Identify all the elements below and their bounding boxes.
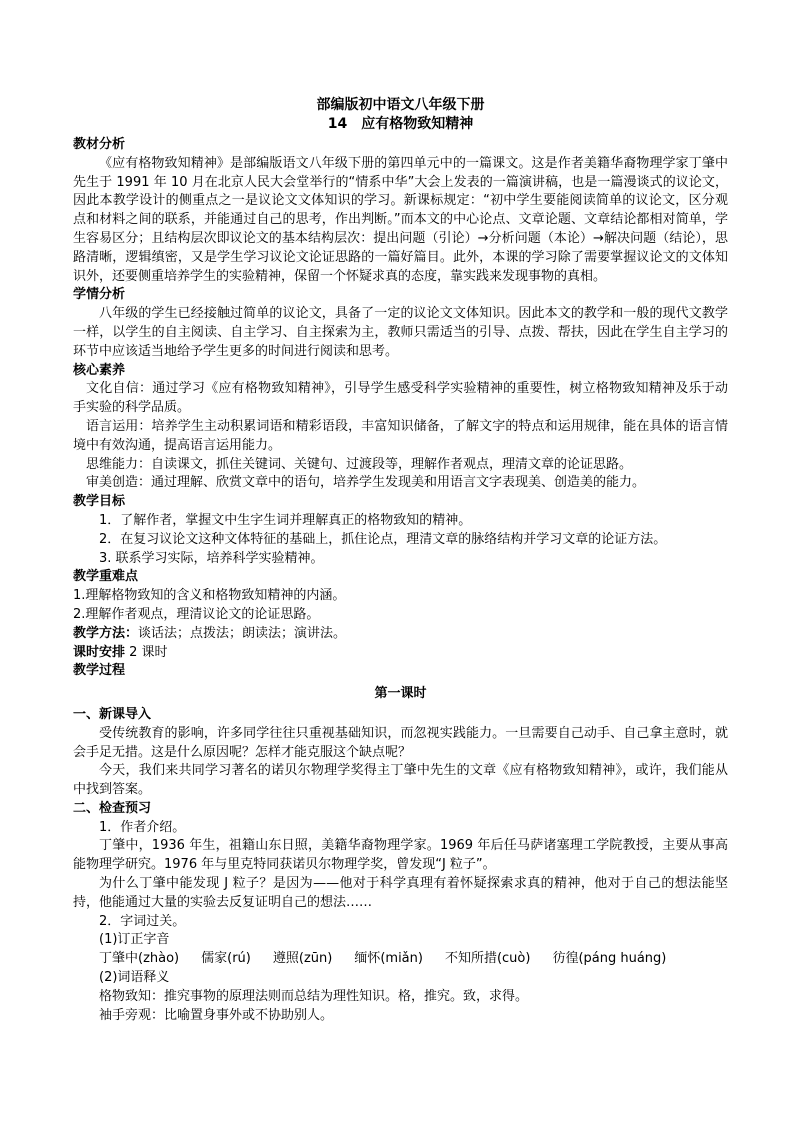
core-item: 文化自信：通过学习《应有格物致知精神》，引导学生感受科学实验精神的重要性，树立格物致知精神及乐于动手实验的科学品质。	[73, 381, 728, 416]
intro-paragraph: 受传统教育的影响，许多同学往往只重视基础知识，而忽视实践能力。一旦需要自己动手、自己拿主意时，就会手足无措。这是什么原因呢？怎样才能克服这个缺点呢？	[73, 725, 728, 760]
material-paragraph: 《应有格物致知精神》是部编版语文八年级下册的第四单元中的一篇课文。这是作者美籍华裔物理学家丁肇中先生于 1991 年 10 月在北京人民大会堂举行的“情系中华”大会上发表的一篇演讲稿，也是一篇漫谈式的议论文，因此本教学设计的侧重点之一是议论文文体知识的学习。新课标规定：“初中学生要能阅读简单的议论文，区分观点和材料之间的联系，并能通过自己的思考，作出判断。”而本文的中心论点、文章论题、文章结论都相对简单，学生容易区分；且结构层次即议论文的基本结构层次：提出问题（引论）→分析问题（本论）→解决问题（结论），思路清晰，逻辑缜密，又是学生学习议论文论证思路的一篇好篇目。此外，本课的学习除了需要掌握议论文的文体知识外，还要侧重培养学生的实验精神，保留一个怀疑求真的态度，靠实践来发现事物的真相。	[73, 155, 728, 284]
goal-item: 2．在复习议论文这种文体特征的基础上，抓住论点，理清文章的脉络结构并学习文章的论证方法。	[99, 531, 667, 547]
key-item: 1.理解格物致知的含义和格物致知精神的内涵。	[73, 588, 346, 604]
method-text: 谈话法；点拨法；朗读法；演讲法。	[138, 625, 347, 641]
document-page	[73, 96, 728, 1025]
definition-item: 格物致知：推究事物的原理法则而总结为理性知识。格，推究。致，求得。	[99, 988, 529, 1004]
section-heading-goals: 教学目标	[73, 494, 126, 510]
author-label: 1．作者介绍。	[99, 819, 186, 835]
method-line	[73, 625, 728, 644]
pronunciation-item: 彷徨(páng huáng)	[552, 951, 667, 967]
pronunciation-item: 儒家(rú)	[201, 951, 251, 967]
author-paragraph: 丁肇中，1936 年生，祖籍山东日照，美籍华裔物理学家。1969 年后任马萨诸塞理工学院教授，主要从事高能物理学研究。1976 年与里克特同获诺贝尔物理学奖，曾发现“J 粒子”。	[73, 838, 728, 873]
lesson-one-heading: 第一课时	[374, 686, 427, 702]
pronunciation-item: 缅怀(miǎn)	[354, 951, 423, 967]
goal-item: 3. 联系学习实际，培养科学实验精神。	[99, 550, 324, 566]
pronunciation-label: (1)订正字音	[99, 932, 170, 948]
pronunciation-item: 遵照(zūn)	[272, 951, 333, 967]
section-heading-core: 核心素养	[73, 362, 126, 378]
hours-text: 2 课时	[125, 644, 168, 660]
part-heading-intro: 一、新课导入	[73, 706, 152, 722]
part-heading-preview: 二、检查预习	[73, 800, 152, 816]
pronunciation-item: 不知所措(cuò)	[444, 951, 531, 967]
author-paragraph: 为什么丁肇中能发现 J 粒子？是因为——他对于科学真理有着怀疑探索求真的精神，他对于自己的想法能坚持，他能通过大量的实验去反复证明自己的想法……	[73, 876, 728, 910]
section-heading-key: 教学重难点	[73, 569, 139, 585]
section-heading-material: 教材分析	[73, 137, 126, 152]
lesson-title: 14 应有格物致知精神	[327, 116, 474, 132]
pronunciation-row	[73, 950, 728, 969]
core-item: 语言运用：培养学生主动积累词语和精彩语段，丰富知识储备，了解文字的特点和运用规律，能在具体的语言情境中有效沟通，提高语言运用能力。	[73, 418, 728, 453]
goal-item: 1．了解作者，掌握文中生字生词并理解真正的格物致知的精神。	[99, 512, 472, 528]
section-heading-process: 教学过程	[73, 663, 126, 679]
hours-label: 课时安排	[73, 644, 126, 660]
pronunciation-item: 丁肇中(zhào)	[99, 951, 180, 967]
intro-paragraph: 今天，我们来共同学习著名的诺贝尔物理学奖得主丁肇中先生的文章《应有格物致知精神》，或许，我们能从中找到答案。	[73, 763, 728, 798]
document-title: 部编版初中语文八年级下册	[316, 97, 485, 113]
words-label: 2．字词过关。	[99, 913, 186, 929]
key-item: 2.理解作者观点，理清议论文的论证思路。	[73, 606, 320, 622]
student-paragraph: 八年级的学生已经接触过简单的议论文，具备了一定的议论文文体知识。因此本文的教学和一般的现代文教学一样，以学生的自主阅读、自主学习、自主探索为主，教师只需适当的引导、点拨、帮扶，因此在学生自主学习的环节中应该适当地给予学生更多的时间进行阅读和思考。	[73, 306, 728, 359]
definition-label: (2)词语释义	[99, 970, 170, 986]
definition-item: 袖手旁观：比喻置身事外或不协助别人。	[99, 1007, 334, 1023]
method-label: 教学方法：	[73, 625, 139, 641]
section-heading-student: 学情分析	[73, 287, 126, 303]
core-item: 审美创造：通过理解、欣赏文章中的语句，培养学生发现美和用语言文字表现美、创造美的能力。	[86, 475, 646, 491]
core-item: 思维能力：自读课文，抓住关键词、关键句、过渡段等，理解作者观点，理清文章的论证思路。	[86, 456, 633, 472]
hours-line	[73, 644, 728, 663]
